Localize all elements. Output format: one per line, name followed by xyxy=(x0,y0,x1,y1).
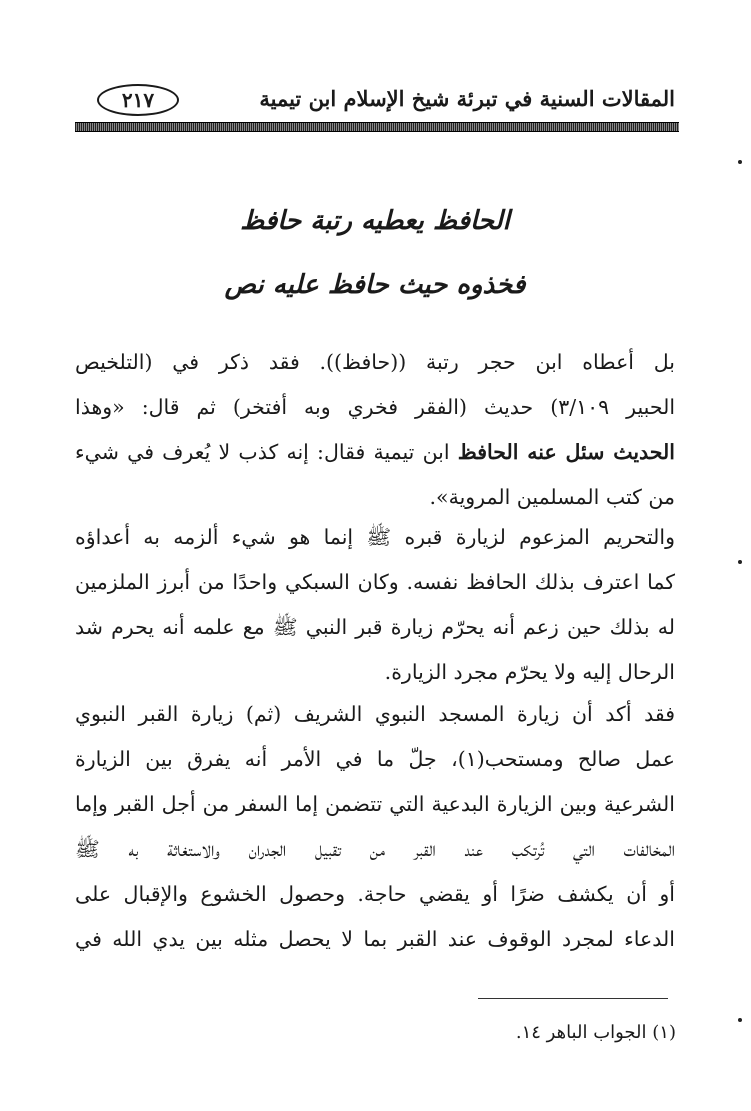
text-line: الحبير ٣/١٠٩) حديث (الفقر فخري وبه أفتخر) ثم قال: «وهذا xyxy=(75,395,676,419)
text-line: والتحريم المزعوم لزيارة قبره ﷺ إنما هو شيء ألزمه به أعداؤه xyxy=(75,525,675,549)
text-line: من كتب المسلمين المروية». xyxy=(429,485,675,509)
heading-line-1: الحافظ يعطيه رتبة حافظ xyxy=(240,206,510,236)
text-line xyxy=(75,430,675,475)
text-line: له بذلك حين زعم أنه يحرّم زيارة قبر النبي ﷺ مع علمه أنه يحرم شد xyxy=(75,615,675,639)
paragraph-2 xyxy=(75,515,675,695)
text-span: ابن تيمية فقال: إنه كذب لا يُعرف في شيء xyxy=(75,440,458,464)
scan-speck xyxy=(738,560,742,564)
page-number: ٢١٧ xyxy=(97,84,179,116)
running-title: المقالات السنية في تبرئة شيخ الإسلام ابن تيمية xyxy=(259,86,675,111)
heading-line-2: فخذوه حيث حافظ عليه نص xyxy=(224,270,526,300)
text-line: المخالفات التي تُرتكب عند القبر من تقبيل الجدران والاستغاثة به ﷺ xyxy=(75,837,675,861)
text-line: فقد أكد أن زيارة المسجد النبوي الشريف (ثم) زيارة القبر النبوي xyxy=(75,702,675,726)
footnote: (١) الجواب الباهر ١٤. xyxy=(515,1022,676,1043)
text-line: كما اعترف بذلك الحافظ نفسه. وكان السبكي واحدًا من أبرز الملزمين xyxy=(75,570,675,594)
paragraph-3 xyxy=(75,692,675,962)
scan-speck xyxy=(738,1018,742,1022)
text-line: الدعاء لمجرد الوقوف عند القبر بما لا يحصل مثله بين يدي الله في xyxy=(75,927,675,951)
text-line: أو أن يكشف ضرًا أو يقضي حاجة. وحصول الخشوع والإقبال على xyxy=(75,882,675,906)
page-header xyxy=(75,84,675,120)
scan-speck xyxy=(738,160,742,164)
footnote-rule xyxy=(478,998,668,999)
text-line: عمل صالح ومستحب(١)، جلّ ما في الأمر أنه يفرق بين الزيارة xyxy=(75,747,675,771)
header-rule xyxy=(75,122,679,132)
text-line: الرحال إليه ولا يحرّم مجرد الزيارة. xyxy=(384,660,675,684)
text-line: بل أعطاه ابن حجر رتبة ((حافظ)). فقد ذكر في (التلخيص xyxy=(75,350,675,374)
text-line: الشرعية وبين الزيارة البدعية التي تتضمن إما السفر من أجل القبر وإما xyxy=(75,792,675,816)
paragraph-1 xyxy=(75,340,675,520)
bold-phrase: الحديث سئل عنه الحافظ xyxy=(457,440,675,464)
